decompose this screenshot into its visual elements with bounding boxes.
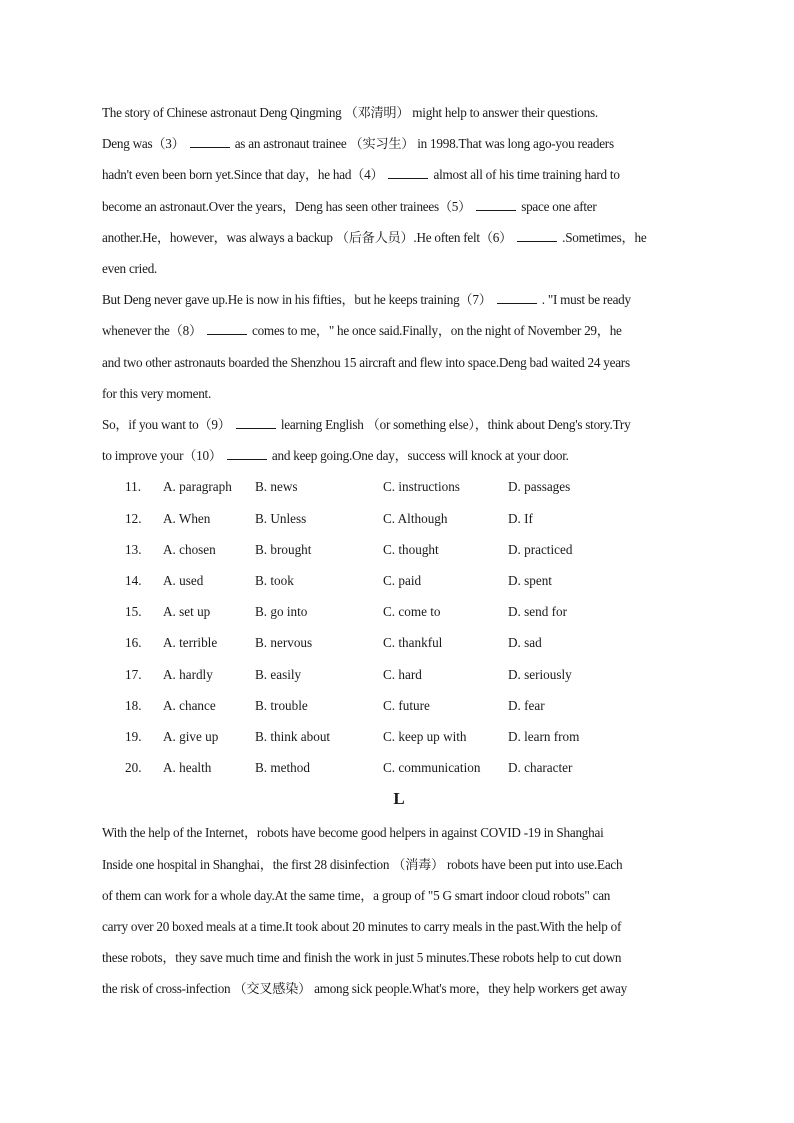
option-d[interactable]: D. learn from: [508, 728, 580, 744]
passage-line: carry over 20 boxed meals at a time.It took about 20 minutes to carry meals in the past.With the help of: [102, 918, 622, 934]
text-segment: But Deng never gave up.He is now in his fifties，but he keeps training（7）: [102, 292, 492, 308]
text-segment: space one after: [521, 198, 597, 214]
passage-line: [102, 440, 698, 471]
option-a[interactable]: A. paragraph: [163, 479, 232, 495]
option-b[interactable]: B. took: [255, 573, 294, 588]
option-d[interactable]: D. sad: [508, 635, 542, 651]
option-c[interactable]: C. keep up with: [383, 728, 467, 744]
answer-blank-6[interactable]: [517, 228, 557, 242]
passage-line: With the help of the Internet，robots have become good helpers in against COVID -19 in Shanghai: [102, 825, 604, 841]
text-segment: to improve your（10）: [102, 448, 222, 464]
text-segment: and two other astronauts boarded the Shenzhou 15 aircraft and flew into space.Deng bad waited 24 years: [102, 354, 630, 370]
question-number: 17.: [125, 666, 142, 682]
section-title: L: [393, 789, 405, 809]
answer-blank-8[interactable]: [207, 321, 247, 335]
passage-line: [102, 347, 698, 378]
passage-k: [102, 97, 698, 471]
option-c[interactable]: C. thankful: [383, 635, 443, 651]
option-a[interactable]: A. When: [163, 510, 211, 526]
text-segment: So，if you want to（9）: [102, 417, 231, 433]
text-segment: .Sometimes，he: [562, 229, 647, 245]
option-c[interactable]: C. Although: [383, 510, 448, 526]
option-a[interactable]: A. hardly: [163, 666, 213, 682]
document-page: [102, 97, 698, 1005]
question-row: [102, 627, 698, 658]
passage-line: [102, 378, 698, 409]
option-a[interactable]: A. give up: [163, 728, 219, 744]
text-segment: another.He，however，was always a backup （后备人员）.He often felt（6）: [102, 229, 513, 245]
question-row: [102, 690, 698, 721]
text-segment: comes to me，" he once said.Finally，on the night of November 29，he: [251, 323, 622, 339]
question-number: 14.: [125, 573, 142, 588]
option-a[interactable]: A. terrible: [163, 635, 218, 651]
answer-blank-4[interactable]: [388, 165, 428, 179]
text-segment: as an astronaut trainee （实习生） in 1998.That was long ago-you readers: [234, 136, 614, 152]
option-a[interactable]: A. chance: [163, 697, 216, 713]
text-segment: Deng was（3）: [102, 136, 185, 152]
option-d[interactable]: D. seriously: [508, 666, 572, 682]
question-number: 13.: [125, 541, 142, 557]
option-b[interactable]: B. method: [255, 760, 310, 776]
passage-line: [102, 222, 698, 253]
text-segment: learning English （or something else），think about Deng's story.Try: [280, 417, 631, 433]
passage-line: the risk of cross-infection （交叉感染） among sick people.What's more，they help workers get away: [102, 981, 627, 997]
answer-options: [102, 471, 698, 783]
passage-line: [102, 191, 698, 222]
question-row: [102, 534, 698, 565]
option-c[interactable]: C. instructions: [383, 479, 460, 495]
passage-line: [102, 159, 698, 190]
question-number: 20.: [125, 760, 142, 776]
answer-blank-5[interactable]: [476, 197, 516, 211]
passage-line: [102, 409, 698, 440]
question-number: 19.: [125, 728, 142, 744]
passage-line: [102, 253, 698, 284]
passage-line: [102, 128, 698, 159]
text-segment: whenever the（8）: [102, 323, 202, 339]
option-c[interactable]: C. future: [383, 697, 430, 713]
text-segment: almost all of his time training hard to: [433, 167, 620, 183]
option-c[interactable]: C. communication: [383, 760, 481, 776]
option-d[interactable]: D. character: [508, 760, 573, 776]
question-number: 12.: [125, 510, 142, 526]
question-row: [102, 471, 698, 502]
question-number: 15.: [125, 604, 142, 620]
text-segment: for this very moment.: [102, 385, 212, 401]
option-c[interactable]: C. hard: [383, 666, 422, 682]
text-segment: even cried.: [102, 261, 158, 277]
answer-blank-10[interactable]: [227, 446, 267, 460]
passage-line: [102, 315, 698, 346]
answer-blank-7[interactable]: [497, 290, 537, 304]
question-number: 11.: [125, 479, 141, 495]
option-b[interactable]: B. easily: [255, 666, 302, 682]
passage-line: of them can work for a whole day.At the same time，a group of "5 G smart indoor cloud robots" can: [102, 887, 611, 903]
option-a[interactable]: A. health: [163, 760, 212, 776]
option-b[interactable]: B. go into: [255, 604, 308, 620]
question-number: 18.: [125, 697, 142, 713]
option-b[interactable]: B. trouble: [255, 697, 308, 713]
passage-l: [102, 817, 698, 1004]
option-a[interactable]: A. chosen: [163, 541, 216, 557]
question-row: [102, 565, 698, 596]
option-c[interactable]: C. thought: [383, 541, 439, 557]
passage-line: [102, 284, 698, 315]
option-b[interactable]: B. think about: [255, 728, 331, 744]
question-row: [102, 721, 698, 752]
answer-blank-9[interactable]: [236, 415, 276, 429]
question-row: [102, 596, 698, 627]
text-segment: hadn't even been born yet.Since that day，he had（4）: [102, 167, 384, 183]
passage-line: these robots，they save much time and finish the work in just 5 minutes.These robots help to cut down: [102, 950, 622, 966]
option-d[interactable]: D. send for: [508, 604, 567, 620]
option-d[interactable]: D. fear: [508, 697, 545, 713]
option-d[interactable]: D. spent: [508, 573, 552, 588]
option-c[interactable]: C. paid: [383, 573, 422, 588]
option-b[interactable]: B. Unless: [255, 510, 307, 526]
text-segment: and keep going.One day，success will knock at your door.: [271, 448, 569, 464]
option-a[interactable]: A. used: [163, 573, 204, 588]
question-number: 16.: [125, 635, 142, 651]
question-row: [102, 659, 698, 690]
passage-line: [102, 97, 698, 128]
option-a[interactable]: A. set up: [163, 604, 211, 620]
option-d[interactable]: D. passages: [508, 479, 571, 495]
passage-line: Inside one hospital in Shanghai，the first 28 disinfection （消毒） robots have been put into use.Each: [102, 856, 623, 872]
option-d[interactable]: D. practiced: [508, 541, 573, 557]
option-b[interactable]: B. news: [255, 479, 298, 495]
question-row: [102, 752, 698, 783]
text-segment: The story of Chinese astronaut Deng Qingming （邓清明） might help to answer their questions.: [102, 105, 598, 120]
answer-blank-3[interactable]: [190, 134, 230, 148]
option-b[interactable]: B. nervous: [255, 635, 313, 651]
text-segment: . "I must be ready: [541, 292, 631, 308]
option-c[interactable]: C. come to: [383, 604, 441, 620]
question-row: [102, 503, 698, 534]
text-segment: become an astronaut.Over the years，Deng has seen other trainees（5）: [102, 198, 472, 214]
option-b[interactable]: B. brought: [255, 541, 312, 557]
option-d[interactable]: D. If: [508, 510, 533, 526]
